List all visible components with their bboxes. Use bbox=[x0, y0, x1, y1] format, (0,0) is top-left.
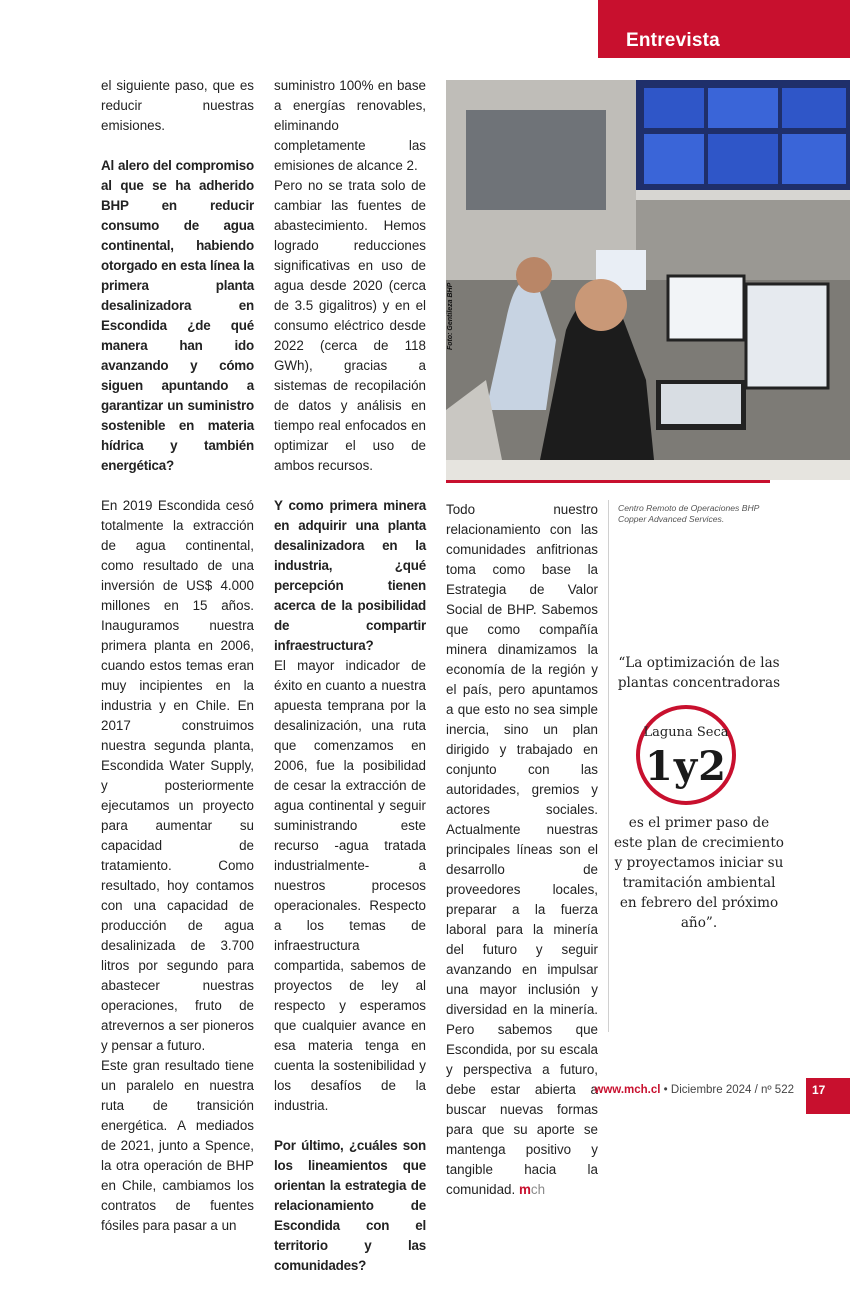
photo-credit: Foto: Gentileza BHP bbox=[447, 282, 454, 350]
interview-question: Al alero del compromiso al que se ha adherido BHP en reducir consumo de agua continental, habiendo otorgado en esta línea la primera planta desalinizadora en Escondida ¿de qué manera han ido avanzando y cómo siguen apuntando a garantizar un suministro sostenible en materia hídrica y también energética? bbox=[101, 158, 254, 473]
footer-separator: • bbox=[660, 1084, 671, 1096]
paragraph: El mayor indicador de éxito en cuanto a nuestra apuesta temprana por la desalinización, una ruta que comenzamos en 2006, fue la posibilidad de cesar la extracción de agua continental y seguir suministrando este recurso -agua tratada industrialmente- a nuestros procesos operacionales. Respecto a los temas de infraestructura compartida, sabemos de proyectos de ley al respecto y esperamos que cualquier avance en esa materia tenga en cuenta la sostenibilidad y los desafíos de la industria. bbox=[274, 658, 426, 1113]
footer-url[interactable]: www.mch.cl bbox=[594, 1084, 661, 1096]
paragraph: el siguiente paso, que es reducir nuestras emisiones. bbox=[101, 78, 254, 133]
page-footer bbox=[560, 1084, 794, 1096]
interview-question: Y como primera minera en adquirir una planta desalinizadora en la industria, ¿qué percepción tienen acerca de la posibilidad de compartir infraestructura? bbox=[274, 498, 426, 653]
end-mark-m: m bbox=[518, 1182, 531, 1197]
photo-underline bbox=[446, 480, 770, 483]
paragraph: En 2019 Escondida cesó totalmente la extracción de agua continental, como resultado de una inversión de US$ 4.000 millones en 15 años. Inauguramos nuestra primera planta en 2006, cuando estos temas eran muy incipientes en la industria y en Chile. En 2017 construimos nuestra segunda planta, Escondida Water Supply, y posteriormente ejecutamos un proyecto para aumentar su capacidad de tratamiento. Como resultado, hoy contamos con una capacidad de producción de agua desalinizada de 3.700 litros por segundo para abastecer nuestras operaciones, fruto de atrevernos a ser pioneros y pensar a futuro. bbox=[101, 498, 254, 1053]
page-number: 17 bbox=[812, 1083, 826, 1097]
section-label: Entrevista bbox=[626, 30, 720, 51]
text-column-1 bbox=[101, 76, 254, 1236]
paragraph-text: Todo nuestro relacionamiento con las comunidades anfitrionas toma como base la Estrategia de Valor Social de BHP. Sabemos que como compañía minera dinamizamos la economía de la región y el país, pero apuntamos a que esto no sea simple inercia, sino un plan dirigido y trabajado en conjunto con las autoridades, gremios y actores sociales. Actualmente nuestras principales líneas son el desarrollo de proveedores locales, preparar a la fuerza laboral para la minería del futuro y seguir avanzando en impulsar una mayor inclusión y diversidad en la minería. Pero sabemos que Escondida, por su escala y perspectiva a futuro, debe estar abierta a buscar nuevas formas para que su aporte se mantenga positivo y tangible hacia la comunidad. bbox=[446, 502, 598, 1197]
laguna-seca-badge bbox=[636, 705, 736, 805]
paragraph: suministro 100% en base a energías renovables, eliminando completamente las emisiones de alcance 2. bbox=[274, 78, 426, 173]
paragraph: Este gran resultado tiene un paralelo en nuestra ruta de transición energética. A mediados de 2021, junto a Spence, la otra operación de BHP en Chile, cambiamos los contratos de fuentes fósiles para pasar a un bbox=[101, 1058, 254, 1233]
pullquote-top: “La optimización de las plantas concentradoras bbox=[617, 655, 781, 691]
photo-caption: Centro Remoto de Operaciones BHP Copper Advanced Services. bbox=[618, 503, 760, 524]
end-mark-logo bbox=[519, 1182, 545, 1197]
pullquote-bottom: es el primer paso de este plan de crecimiento y proyectamos iniciar su tramitación ambiental en febrero del próximo año”. bbox=[614, 815, 784, 931]
end-mark-ch: ch bbox=[530, 1182, 546, 1197]
control-room-photo bbox=[446, 80, 850, 480]
paragraph: Pero no se trata solo de cambiar las fuentes de abastecimiento. Hemos logrado reducciones significativas en uso de agua desde 2020 (cerca de 3.5 gigalitros) y en el consumo eléctrico desde 2022 (cerca de 118 GWh), gracias a sistemas de recopilación de datos y análisis en tiempo real enfocados en optimizar el uso de ambos recursos. bbox=[274, 178, 426, 473]
footer-issue: Diciembre 2024 / nº 522 bbox=[670, 1084, 794, 1096]
text-column-2 bbox=[274, 76, 426, 1296]
interview-question: Por último, ¿cuáles son los lineamientos que orientan la estrategia de relacionamiento de Escondida con el territorio y las comunidades? bbox=[274, 1138, 426, 1273]
badge-number: 1y2 bbox=[645, 743, 727, 790]
column-divider bbox=[608, 500, 609, 1032]
badge-title: Laguna Seca bbox=[643, 725, 729, 740]
